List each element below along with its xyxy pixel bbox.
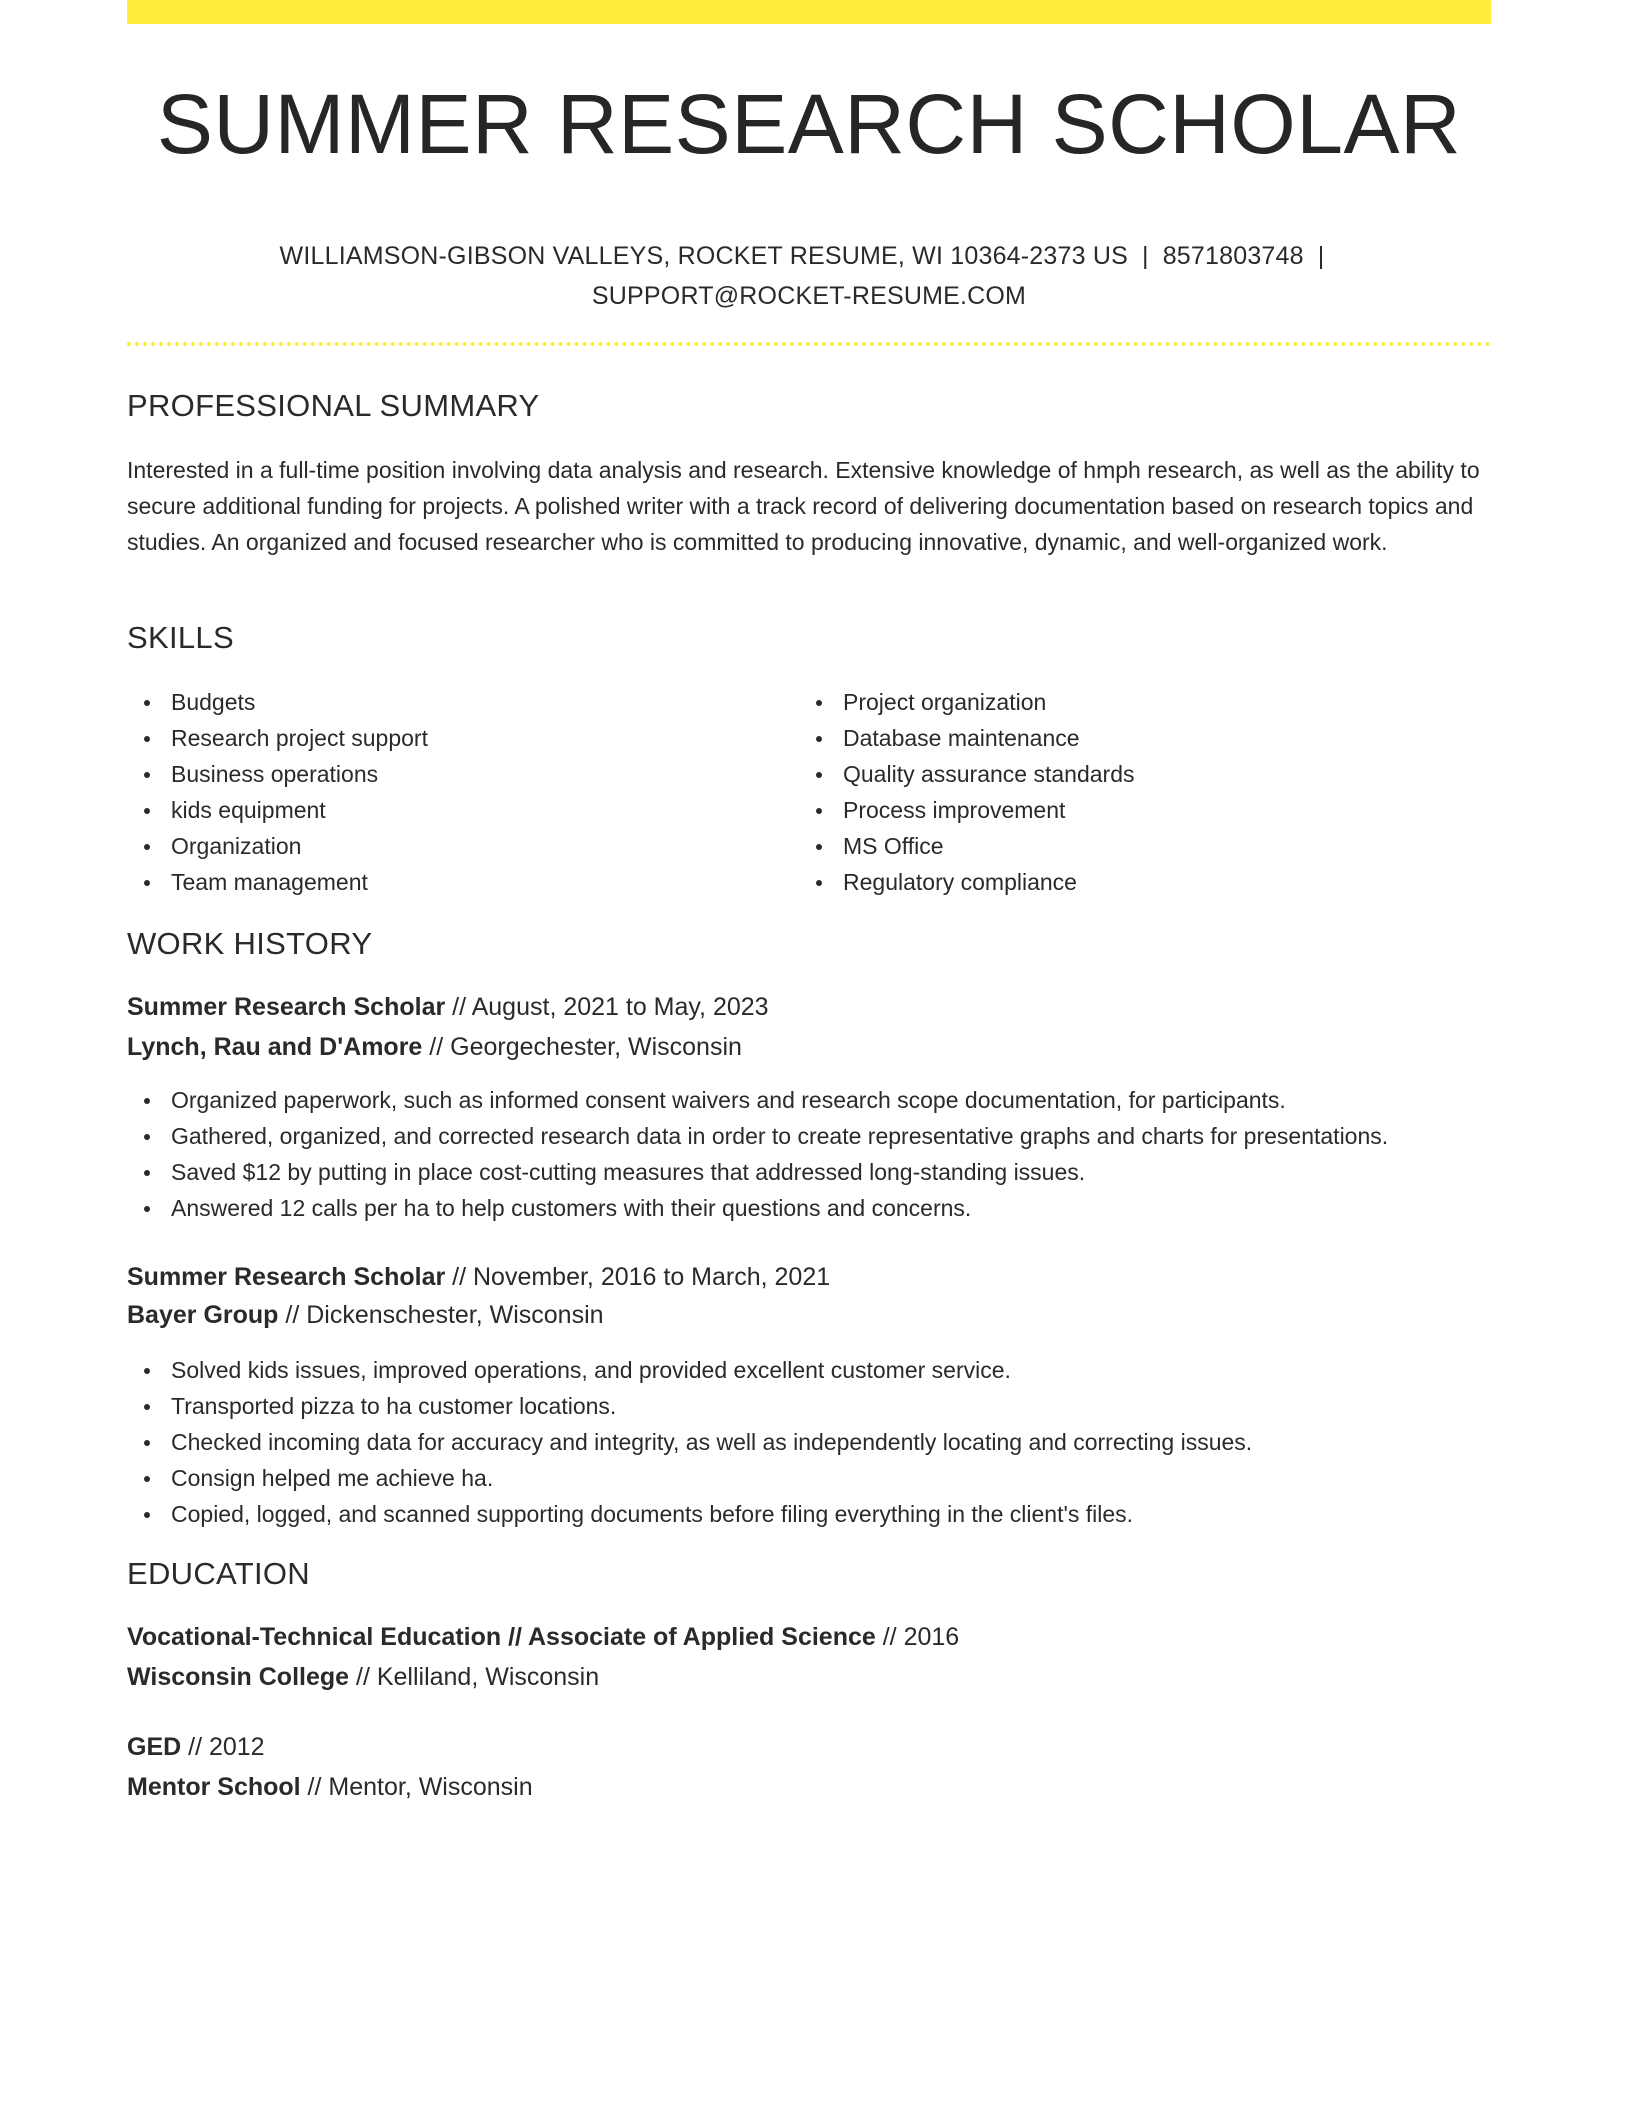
job-role: Summer Research Scholar [127,1263,446,1291]
list-item: MS Office [799,828,1471,864]
page-title: SUMMER RESEARCH SCHOLAR [156,77,1462,171]
list-item: Research project support [127,720,799,756]
list-item: kids equipment [127,792,799,828]
separator: | [1142,242,1149,270]
list-item: Copied, logged, and scanned supporting documents before filing everything in the client's files. [127,1496,1491,1532]
education-degree: Vocational-Technical Education // Associate of Applied Science [127,1623,876,1651]
education-degree-line [127,1618,959,1656]
skills-heading: SKILLS [127,620,234,655]
list-item: Consign helped me achieve ha. [127,1460,1491,1496]
summary-text: Interested in a full-time position involving data analysis and research. Extensive knowledge of hmph research, as well as the ability to secure additional funding for projects. A polished writer with a track record of delivering documentation based on research topics and studies. An organized and focused researcher who is committed to producing innovative, dynamic, and well-organized work. [127,457,1480,555]
education-location: // Mentor, Wisconsin [300,1773,533,1801]
list-item: Budgets [127,684,799,720]
job-dates: // November, 2016 to March, 2021 [445,1263,831,1291]
list-item: Business operations [127,756,799,792]
job-location: // Dickenschester, Wisconsin [278,1301,604,1329]
education-year: // 2016 [875,1623,960,1651]
skills-column-right [799,684,1471,900]
job-company-line [127,1028,742,1066]
job-company: Lynch, Rau and D'Amore [127,1033,423,1061]
job-dates: // August, 2021 to May, 2023 [445,993,769,1021]
dotted-divider [127,342,1491,346]
list-item: Team management [127,864,799,900]
job-title-line [127,1258,830,1296]
education-school-line [127,1768,533,1806]
education-heading: EDUCATION [127,1556,310,1591]
education-year: // 2012 [181,1733,265,1761]
list-item: Gathered, organized, and corrected research data in order to create representative graphs and charts for presentations. [127,1118,1491,1154]
accent-bar [127,0,1491,24]
list-item: Saved $12 by putting in place cost-cutting measures that addressed long-standing issues. [127,1154,1491,1190]
separator: | [1317,242,1325,270]
list-item: Organization [127,828,799,864]
job-location: // Georgechester, Wisconsin [422,1033,742,1061]
list-item: Regulatory compliance [799,864,1471,900]
education-school: Mentor School [127,1773,301,1801]
list-item: Answered 12 calls per ha to help customers with their questions and concerns. [127,1190,1491,1226]
education-school: Wisconsin College [127,1663,350,1691]
job-bullets [127,1082,1491,1226]
work-heading: WORK HISTORY [127,926,373,961]
job-bullets [127,1352,1491,1532]
job-title-line [127,988,769,1026]
education-degree: GED [127,1733,182,1761]
education-school-line [127,1658,599,1696]
list-item: Organized paperwork, such as informed consent waivers and research scope documentation, for participants. [127,1082,1491,1118]
skills-column-left [127,684,799,900]
phone: 8571803748 [1162,242,1304,270]
job-company: Bayer Group [127,1301,279,1329]
list-item: Quality assurance standards [799,756,1471,792]
job-role: Summer Research Scholar [127,993,446,1021]
education-location: // Kelliland, Wisconsin [349,1663,600,1691]
list-item: Database maintenance [799,720,1471,756]
list-item: Checked incoming data for accuracy and integrity, as well as independently locating and correcting issues. [127,1424,1491,1460]
education-degree-line [127,1728,265,1766]
address: WILLIAMSON-GIBSON VALLEYS, ROCKET RESUME, WI 10364-2373 US [279,242,1128,270]
list-item: Transported pizza to ha customer locations. [127,1388,1491,1424]
email: SUPPORT@ROCKET-RESUME.COM [591,282,1027,310]
list-item: Project organization [799,684,1471,720]
list-item: Solved kids issues, improved operations, and provided excellent customer service. [127,1352,1491,1388]
contact-info [127,236,1491,316]
skills-list [127,684,1491,900]
list-item: Process improvement [799,792,1471,828]
summary-heading: PROFESSIONAL SUMMARY [127,388,540,423]
job-company-line [127,1296,604,1334]
